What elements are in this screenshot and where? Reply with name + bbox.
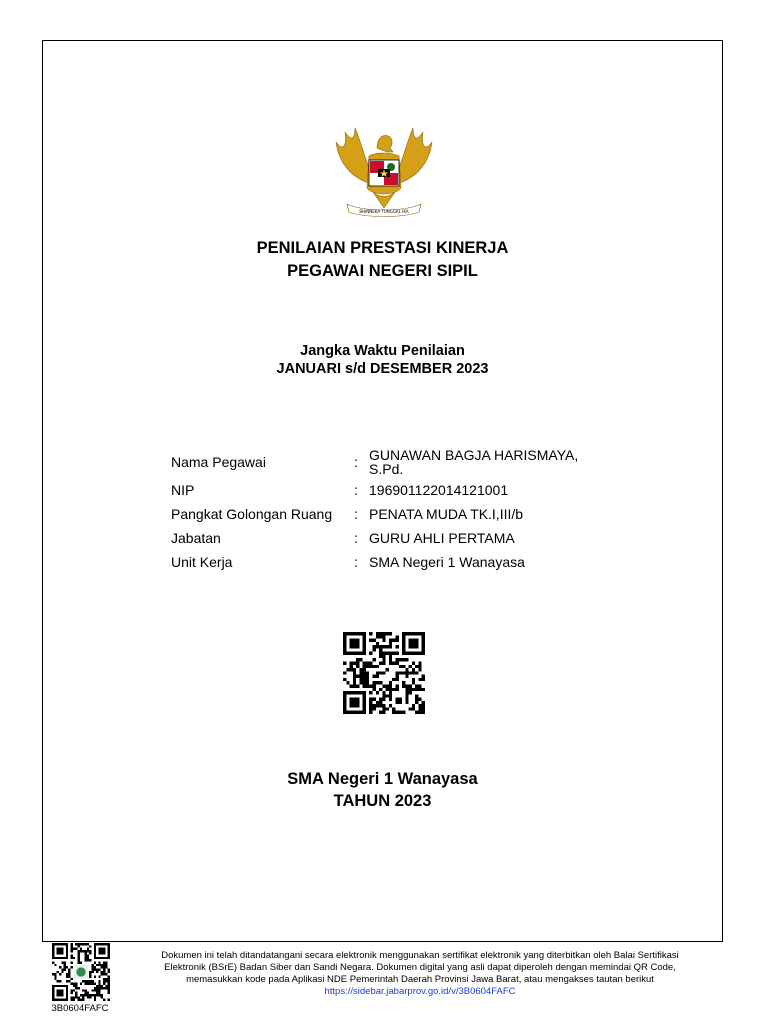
field-value: SMA Negeri 1 Wanayasa — [369, 554, 525, 570]
signature-qr-code-icon[interactable] — [51, 943, 111, 1001]
info-row — [171, 478, 611, 502]
qr-code-icon[interactable] — [343, 632, 425, 714]
notice-line: Elektronik (BSrE) Badan Siber dan Sandi Negara. Dokumen digital yang asli dapat diperoleh dengan memindai QR Code, — [164, 962, 676, 973]
notice-line: Dokumen ini telah ditandatangani secara elektronik menggunakan sertifikat elektronik yang diterbitkan oleh Balai Sertifikasi — [161, 950, 679, 961]
field-label: Jabatan — [171, 530, 221, 546]
field-value-line: GUNAWAN BAGJA HARISMAYA, — [369, 447, 579, 463]
period-value: JANUARI s/d DESEMBER 2023 — [276, 361, 489, 377]
field-label: Pangkat Golongan Ruang — [171, 506, 333, 522]
school-name: SMA Negeri 1 Wanayasa — [287, 770, 478, 788]
field-label: NIP — [171, 482, 195, 498]
e-signature-notice — [130, 950, 710, 998]
field-value — [369, 446, 611, 478]
info-row — [171, 550, 611, 574]
verification-link[interactable]: https://sidebar.jabarprov.go.id/v/3B0604FAFC — [324, 986, 516, 997]
title-line-2: PEGAWAI NEGERI SIPIL — [287, 262, 478, 280]
field-value: PENATA MUDA TK.I,III/b — [369, 506, 524, 522]
info-row — [171, 502, 611, 526]
svg-text:BHINNEKA TUNGGAL IKA: BHINNEKA TUNGGAL IKA — [359, 209, 409, 214]
assessment-period — [42, 342, 723, 378]
document-year: TAHUN 2023 — [333, 792, 432, 810]
field-separator: : — [354, 482, 358, 498]
field-value: 196901122014121001 — [369, 482, 509, 498]
document-footer-title — [42, 768, 723, 812]
title-line-1: PENILAIAN PRESTASI KINERJA — [256, 239, 509, 257]
field-separator: : — [354, 554, 358, 570]
info-row — [171, 446, 611, 478]
field-value-line: S.Pd. — [369, 461, 404, 477]
field-value: GURU AHLI PERTAMA — [369, 530, 515, 546]
field-separator: : — [354, 506, 358, 522]
field-separator: : — [354, 454, 358, 470]
info-row — [171, 526, 611, 550]
field-separator: : — [354, 530, 358, 546]
signature-code: 3B0604FAFC — [51, 1003, 109, 1014]
field-label: Unit Kerja — [171, 554, 233, 570]
garuda-pancasila-emblem-icon — [333, 122, 435, 222]
notice-line: memasukkan kode pada Aplikasi NDE Pemerintah Daerah Provinsi Jawa Barat, atau mengakses tautan berikut — [186, 974, 654, 985]
field-label: Nama Pegawai — [171, 454, 266, 470]
period-label: Jangka Waktu Penilaian — [300, 343, 465, 359]
employee-info-table — [171, 446, 611, 574]
document-title — [42, 237, 723, 283]
